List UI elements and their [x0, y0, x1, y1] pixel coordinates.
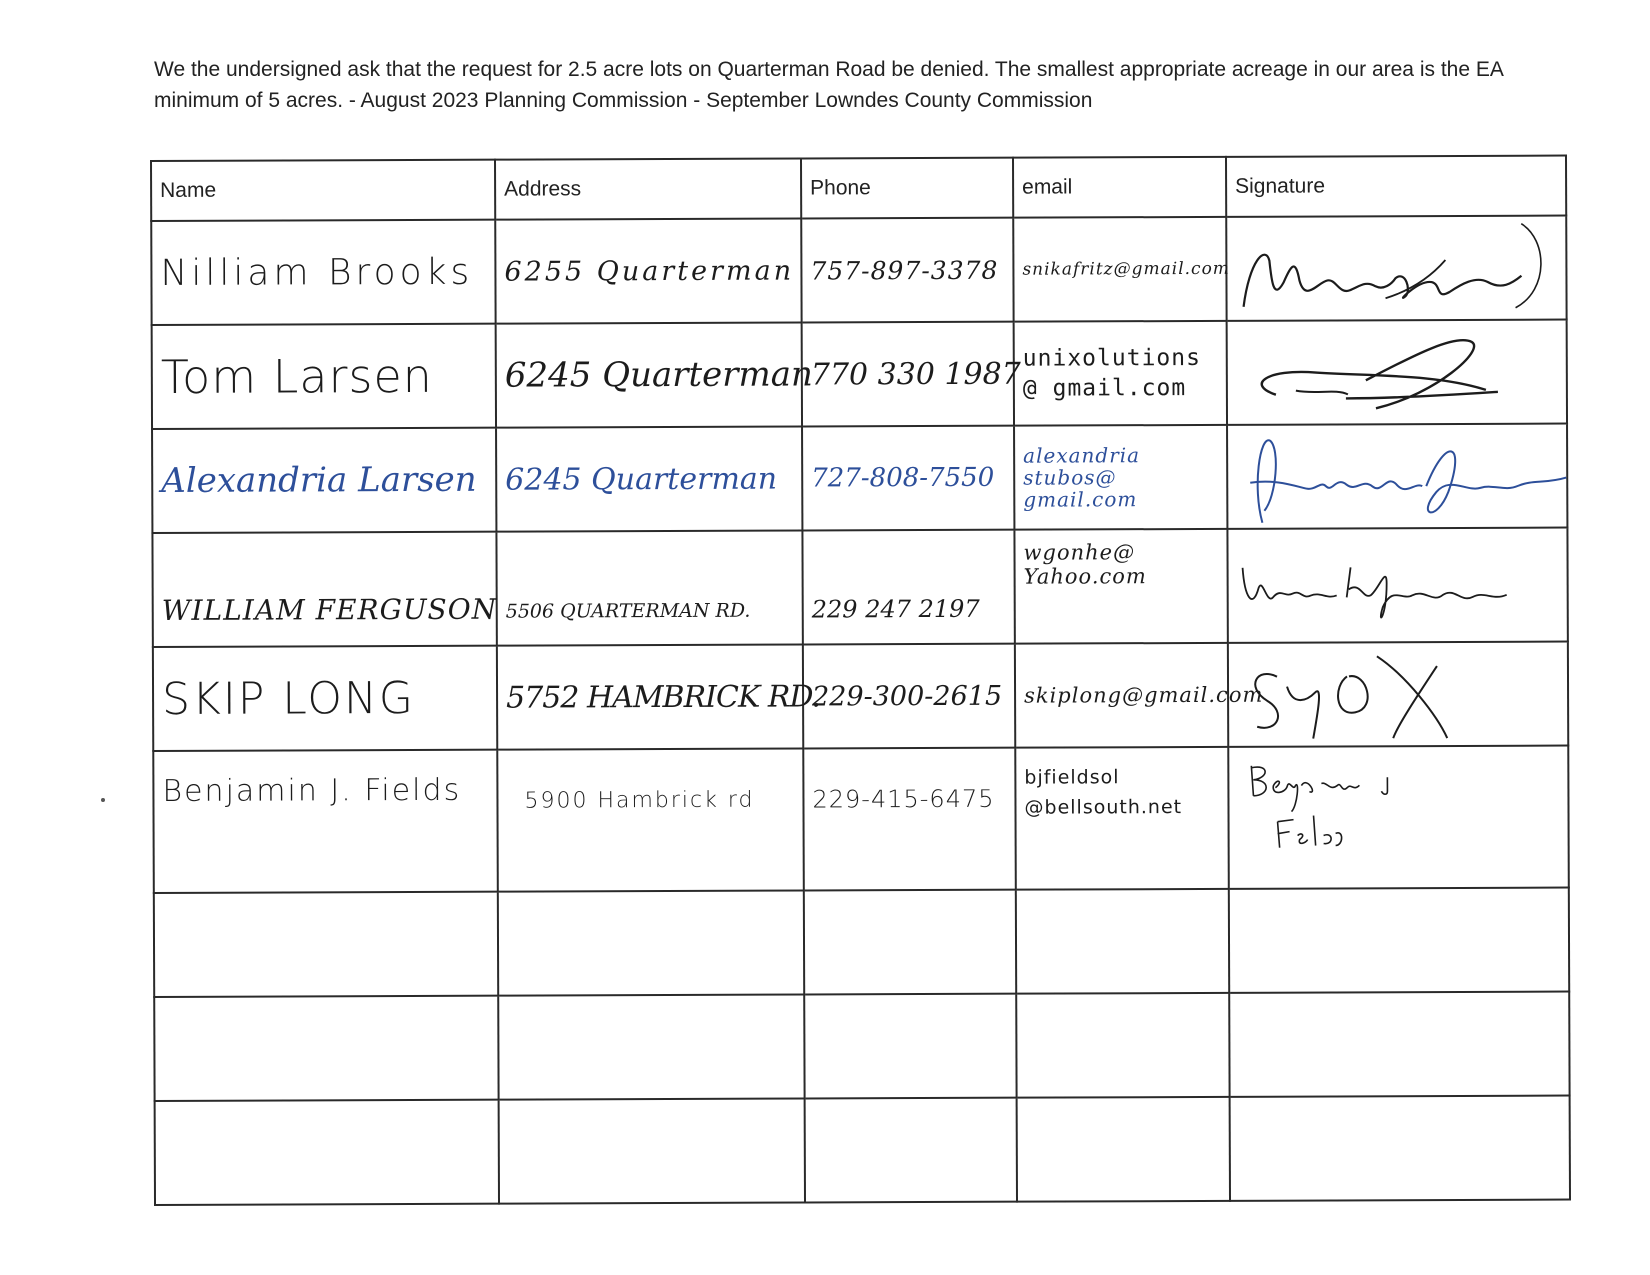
phone-cell [802, 322, 1021, 427]
signature-cell [1227, 424, 1567, 529]
table-row [154, 888, 1569, 997]
table-header-row [151, 156, 1566, 221]
signer-phone: 229-415-6475 [812, 784, 995, 814]
header-signature: Signature [1226, 156, 1566, 217]
phone-cell [804, 994, 1016, 1099]
address-cell [497, 748, 804, 891]
signer-name: Benjamin J. Fields [162, 772, 462, 809]
phone-cell [802, 530, 1014, 645]
signature-cell [1226, 216, 1566, 321]
stray-mark [101, 798, 105, 802]
signer-name: Nilliam Brooks [160, 251, 474, 294]
signature-text: William E Brooks [1395, 280, 1405, 282]
address-cell [497, 644, 821, 749]
petition-statement: We the undersigned ask that the request for 2.5 acre lots on Quarterman Road be denied. The smallest appropriate acreage in our area is the EA minimum of 5 acres. - August 2023 Planning Commission - September Lowndes County Commission [154, 58, 1503, 112]
signer-email: skiplong@gmail.com [1024, 682, 1264, 708]
signature-cell [1230, 1096, 1570, 1201]
signer-name: WILLIAM FERGUSON [161, 592, 498, 627]
table-row [152, 528, 1567, 647]
header-name: Name [151, 160, 495, 221]
signer-name: SKIP LONG [161, 672, 416, 725]
signer-email: snikafritz@gmail.com [1022, 258, 1230, 280]
phone-cell [804, 890, 1016, 995]
email-cell [1014, 529, 1227, 644]
phone-cell [801, 218, 1013, 323]
signature-cell [1228, 746, 1569, 889]
name-cell [151, 220, 495, 325]
address-cell [496, 426, 802, 531]
name-cell [152, 428, 496, 533]
signature-cell [1228, 642, 1568, 747]
signer-name: Tom Larsen [160, 348, 433, 404]
name-cell [155, 1100, 499, 1205]
email-cell [1015, 747, 1229, 890]
signer-address: 6245 Quarterman [505, 461, 778, 498]
signature-william-brooks [1235, 220, 1555, 317]
phone-cell [803, 748, 1016, 891]
phone-cell [802, 426, 1014, 531]
signer-email: alexandria stubos@ gmail.com [1023, 443, 1141, 512]
signer-email: wgonhe@ Yahoo.com [1023, 540, 1147, 589]
signer-phone: 229-300-2615 [812, 680, 1003, 712]
table-row [153, 642, 1568, 751]
signature-alexandria-larsen [1236, 426, 1566, 527]
signer-phone: 770 330 1987 [810, 356, 1021, 392]
email-cell [1014, 321, 1227, 426]
email-cell [1017, 1097, 1230, 1202]
header-phone: Phone [801, 158, 1013, 219]
signer-address: 6245 Quarterman [504, 354, 813, 396]
name-cell [154, 996, 498, 1101]
signer-address: 6255 Quarterman [504, 255, 795, 288]
address-cell [498, 890, 804, 995]
name-cell [153, 750, 498, 893]
address-cell [496, 530, 802, 645]
address-cell [496, 322, 813, 427]
address-cell [495, 218, 801, 323]
phone-cell [803, 644, 1015, 749]
signer-address: 5506 QUARTERMAN RD. [505, 599, 751, 623]
table-row [154, 992, 1569, 1101]
signer-phone: 757-897-3378 [810, 255, 999, 285]
email-cell [1016, 993, 1229, 1098]
table-row [155, 1096, 1570, 1205]
signer-email: bjfieldsol @bellsouth.net [1024, 766, 1183, 819]
signer-name: Alexandria Larsen [161, 459, 477, 501]
signer-phone: 229 247 2197 [811, 594, 980, 624]
signature-william-ferguson [1236, 537, 1556, 634]
table-row [152, 424, 1567, 533]
signature-table [150, 155, 1571, 1206]
signature-cell [1229, 888, 1569, 993]
signature-benjamin-fields [1237, 755, 1557, 852]
address-cell [498, 994, 804, 1099]
phone-cell [805, 1098, 1017, 1203]
signature-cell [1227, 528, 1567, 643]
signature-cell [1227, 320, 1567, 425]
email-cell [1015, 643, 1264, 748]
signer-address: 5900 Hambrick rd [524, 787, 755, 814]
table-row [151, 216, 1566, 325]
header-address: Address [495, 159, 801, 220]
table-row [153, 746, 1569, 893]
name-cell [153, 646, 497, 751]
signer-address: 5752 HAMBRICK RD. [505, 678, 821, 716]
name-cell [154, 892, 498, 997]
email-cell [1013, 217, 1230, 322]
header-email: email [1013, 157, 1226, 218]
signature-cell [1229, 992, 1569, 1097]
email-cell [1014, 425, 1227, 530]
signer-phone: 727-808-7550 [811, 462, 995, 494]
signature-skip-long [1237, 646, 1557, 743]
email-cell [1016, 889, 1229, 994]
name-cell [152, 532, 496, 647]
address-cell [499, 1098, 805, 1203]
signer-email: unixolutions @ gmail.com [1022, 344, 1201, 402]
name-cell [152, 324, 496, 429]
signature-tom-larsen [1236, 324, 1556, 421]
table-row [152, 320, 1567, 429]
